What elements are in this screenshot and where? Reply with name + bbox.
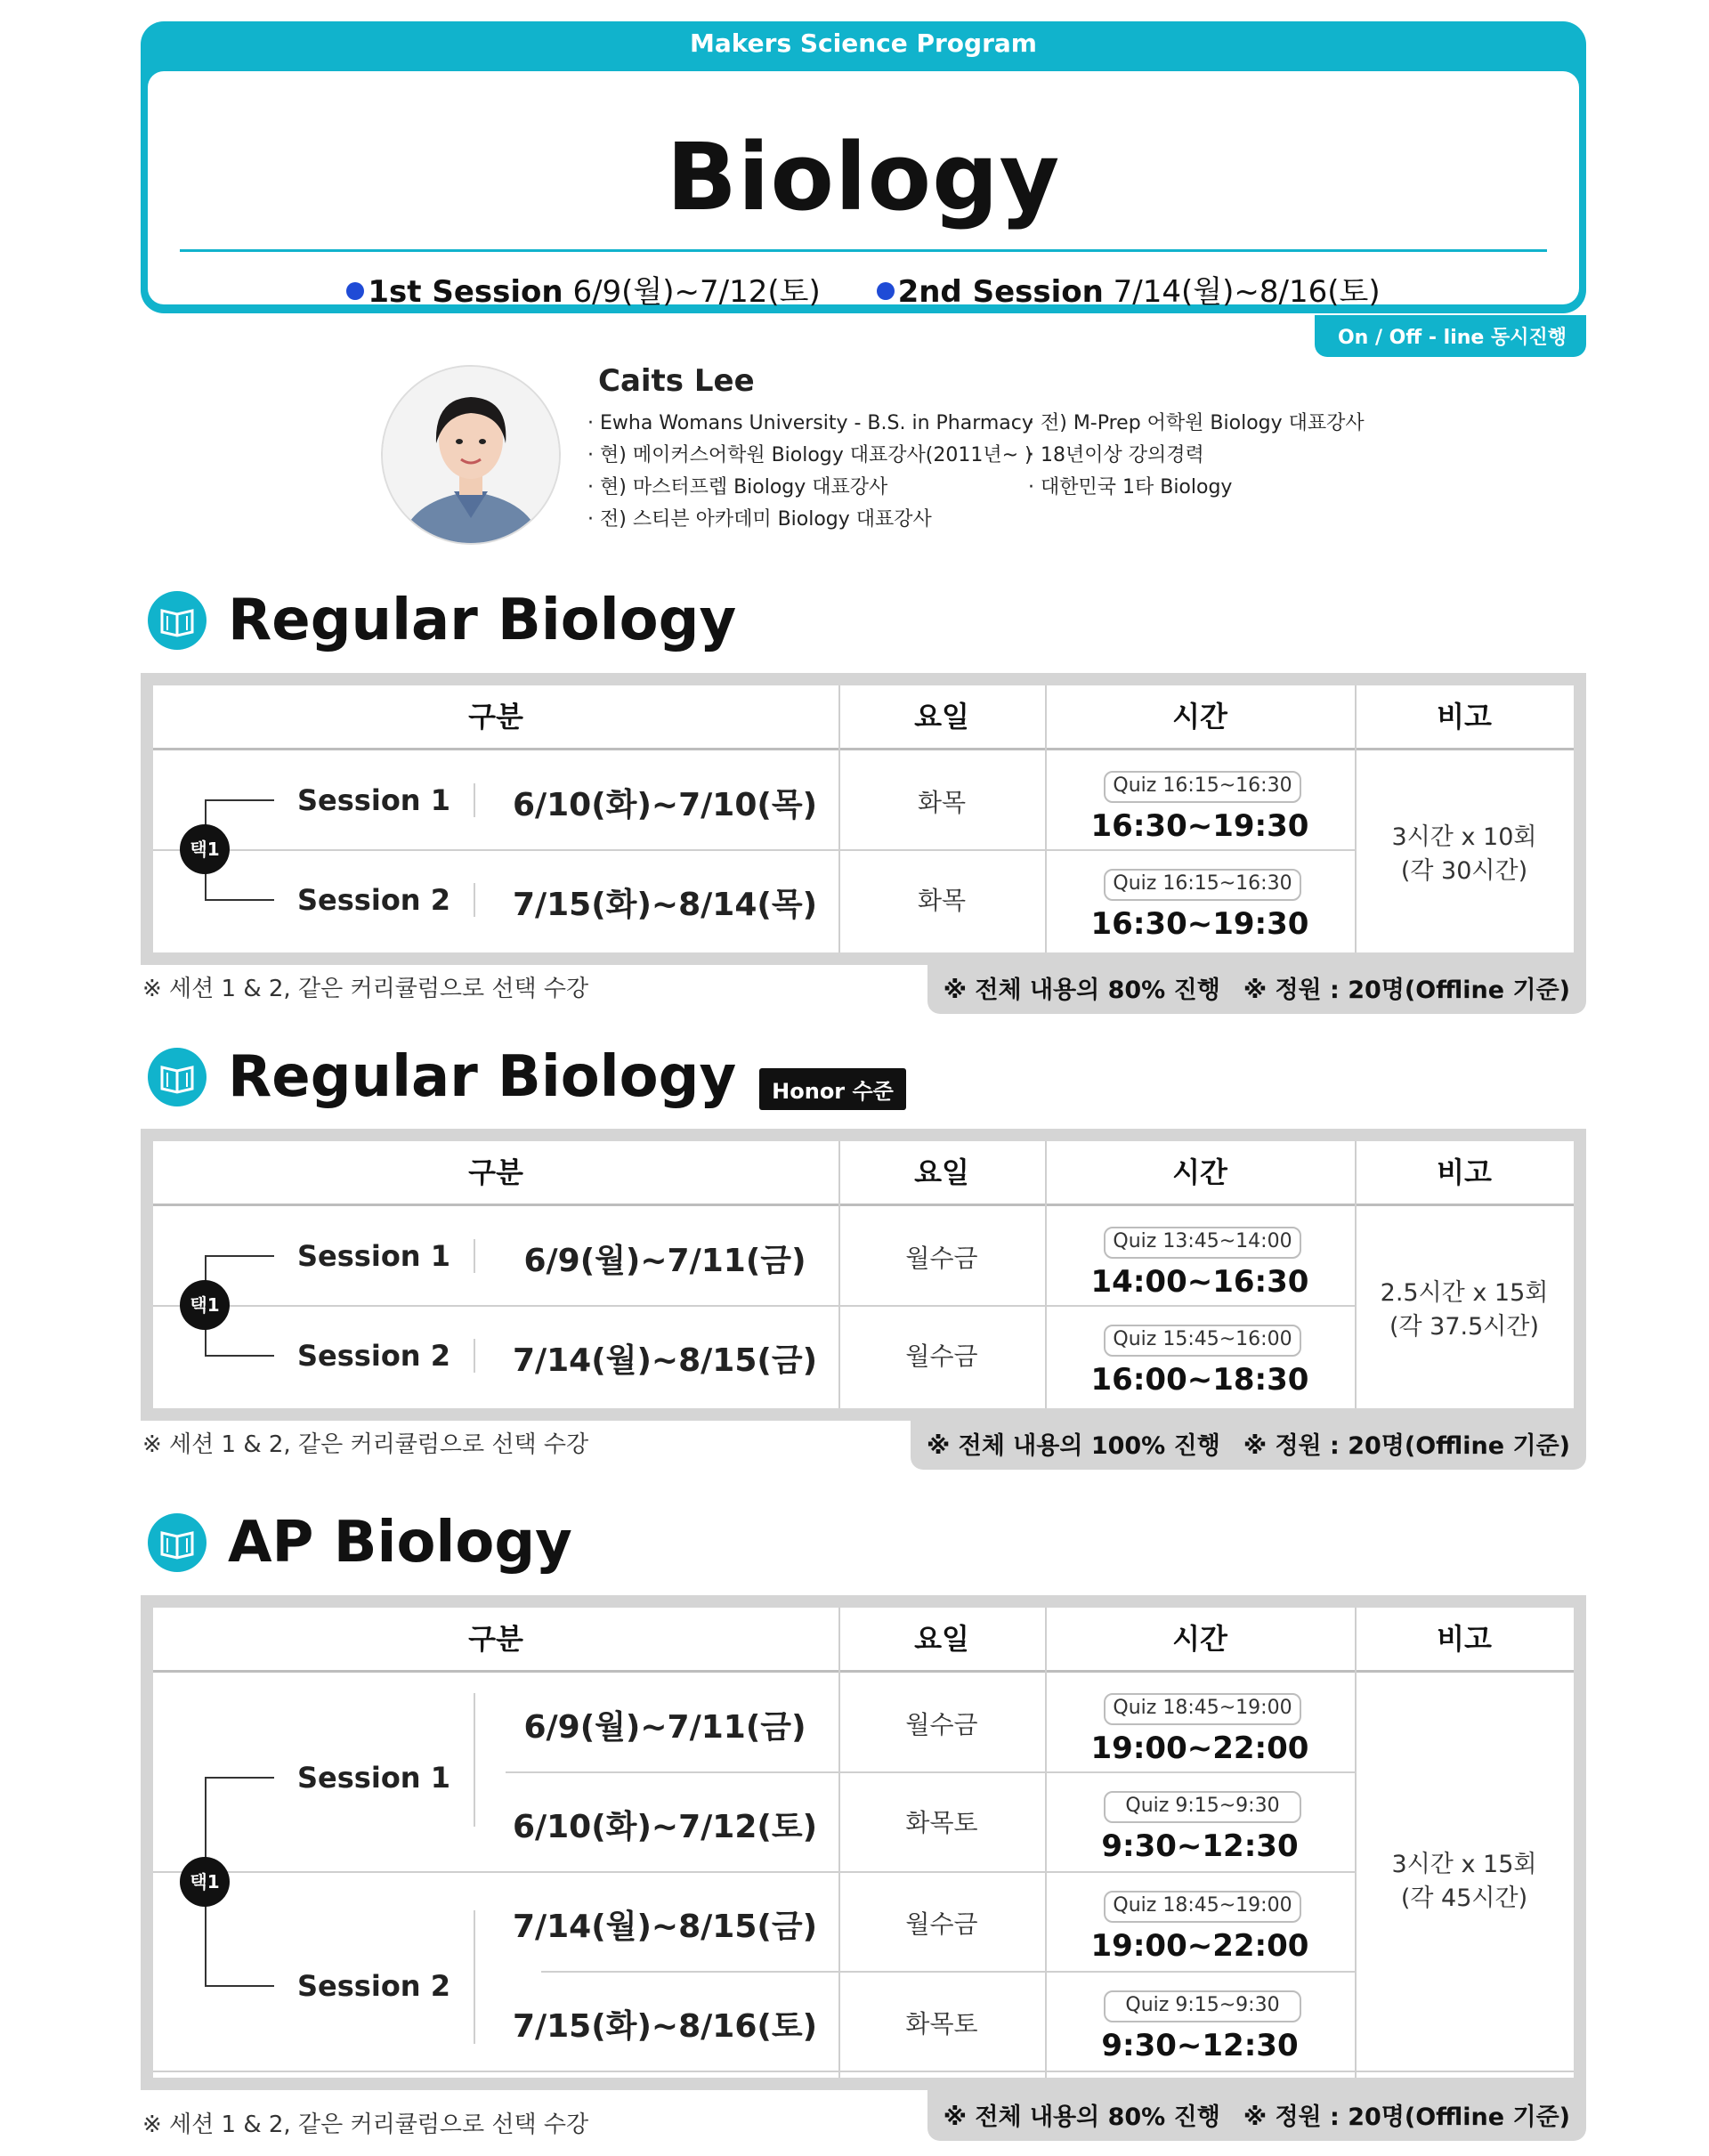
bio-item: · 현) 메이커스어학원 Biology 대표강사(2011년~ ) <box>587 444 1033 466</box>
class-days: 월수금 <box>905 1909 978 1939</box>
class-time: 16:30~19:30 <box>1090 906 1309 942</box>
teacher-bio-right <box>1028 408 1365 504</box>
quiz-time-badge: Quiz 16:15~16:30 <box>1104 869 1301 901</box>
class-days: 월수금 <box>905 1244 978 1273</box>
note-line: 3시간 x 10회 <box>1391 823 1537 851</box>
book-icon <box>148 591 207 650</box>
header-time: 시간 <box>1172 1155 1227 1189</box>
table-footnote: ※ 세션 1 & 2, 같은 커리큘럼으로 선택 수강 <box>142 976 589 1002</box>
header-divider <box>180 249 1547 252</box>
note-line: (각 45시간) <box>1400 1884 1528 1912</box>
class-time: 19:00~22:00 <box>1090 1730 1309 1766</box>
bio-item: · Ewha Womans University - B.S. in Pharmacy <box>587 412 1033 434</box>
teacher-bio-left <box>587 408 1033 536</box>
note-line: 2.5시간 x 15회 <box>1380 1279 1549 1307</box>
note-line: (각 30시간) <box>1400 857 1528 885</box>
mode-tag: On / Off - line 동시진행 <box>1315 315 1586 357</box>
program-label: Makers Science Program <box>690 28 1037 58</box>
pick-one-badge: 택1 <box>180 824 230 874</box>
quiz-time-badge: Quiz 15:45~16:00 <box>1104 1325 1301 1357</box>
class-time: 14:00~16:30 <box>1090 1264 1309 1300</box>
bio-item: · 18년이상 강의경력 <box>1028 444 1204 466</box>
session-label: Session 2 <box>297 1969 450 2003</box>
table-footnote: ※ 세션 1 & 2, 같은 커리큘럼으로 선택 수강 <box>142 1431 589 1458</box>
course-summary <box>927 961 1586 1014</box>
class-time: 19:00~22:00 <box>1090 1928 1309 1964</box>
header-note: 비고 <box>1437 1622 1492 1656</box>
header-note: 비고 <box>1437 1155 1492 1189</box>
session-dates <box>148 267 1579 311</box>
session-label: Session 1 <box>297 783 450 817</box>
header-days: 요일 <box>914 700 969 734</box>
header-panel <box>148 71 1579 310</box>
class-days: 월수금 <box>905 1341 978 1371</box>
header-note: 비고 <box>1437 700 1492 734</box>
class-time: 16:00~18:30 <box>1090 1362 1309 1398</box>
session-1-summary <box>346 267 820 311</box>
section-title-text: AP Biology <box>228 1510 572 1576</box>
class-time: 16:30~19:30 <box>1090 808 1309 844</box>
book-icon <box>148 1048 207 1106</box>
course-note <box>1331 821 1598 888</box>
class-days: 월수금 <box>905 1710 978 1739</box>
honor-level-badge: Honor 수준 <box>759 1068 906 1110</box>
section-title-regular <box>148 588 736 653</box>
honor-schedule-table <box>141 1129 1586 1421</box>
section-title-text: Regular Biology <box>228 1043 737 1110</box>
class-days: 화목토 <box>905 1808 978 1837</box>
session-dates: 6/9(월)~7/11(금) <box>523 1243 806 1279</box>
progress-summary: ※ 전체 내용의 80% 진행 <box>943 977 1220 1004</box>
session-dates: 7/14(월)~8/15(금) <box>512 1342 818 1379</box>
bio-item: · 현) 마스터프렙 Biology 대표강사 <box>587 476 888 498</box>
teacher-avatar <box>381 365 561 545</box>
section-title-text: Regular Biology <box>228 588 737 653</box>
bullet-dot-icon <box>346 282 364 300</box>
teacher-name: Caits Lee <box>598 363 755 399</box>
pick-one-badge: 택1 <box>180 1280 230 1330</box>
note-line: 3시간 x 15회 <box>1391 1851 1537 1878</box>
section-title-ap <box>148 1510 572 1576</box>
session-2-label: 2nd Session <box>897 274 1104 310</box>
ap-schedule-table <box>141 1595 1586 2090</box>
bio-item: · 대한민국 1타 Biology <box>1028 476 1233 498</box>
class-days: 화목 <box>917 788 967 817</box>
capacity-summary: ※ 정원 : 20명(Offline 기준) <box>1243 1432 1570 1460</box>
session-label: Session 1 <box>297 1239 450 1273</box>
quiz-time-badge: Quiz 9:15~9:30 <box>1104 1791 1301 1823</box>
header-days: 요일 <box>914 1155 969 1189</box>
session-dates: 6/10(화)~7/12(토) <box>512 1809 818 1845</box>
section-title-honor <box>148 1043 906 1110</box>
note-line: (각 37.5시간) <box>1389 1313 1539 1341</box>
session-label: Session 2 <box>297 1339 450 1373</box>
session-1-dates: 6/9(월)~7/12(토) <box>572 274 821 310</box>
session-dates: 7/15(화)~8/16(토) <box>512 2008 818 2045</box>
quiz-time-badge: Quiz 18:45~19:00 <box>1104 1693 1301 1725</box>
class-days: 화목토 <box>905 2009 978 2038</box>
book-icon <box>148 1513 207 1572</box>
regular-schedule-table <box>141 673 1586 965</box>
course-summary <box>911 1417 1586 1470</box>
quiz-time-badge: Quiz 18:45~19:00 <box>1104 1891 1301 1923</box>
course-summary <box>927 2088 1586 2141</box>
header-time: 시간 <box>1172 700 1227 734</box>
bio-item: · 전) M-Prep 어학원 Biology 대표강사 <box>1028 412 1365 434</box>
session-dates: 6/9(월)~7/11(금) <box>523 1709 806 1746</box>
session-dates: 6/10(화)~7/10(목) <box>512 787 818 823</box>
header-category: 구분 <box>468 1622 523 1656</box>
session-1-label: 1st Session <box>368 274 563 310</box>
capacity-summary: ※ 정원 : 20명(Offline 기준) <box>1243 2103 1570 2131</box>
teacher-portrait-icon <box>383 367 559 543</box>
quiz-time-badge: Quiz 9:15~9:30 <box>1104 1990 1301 2022</box>
quiz-time-badge: Quiz 13:45~14:00 <box>1104 1227 1301 1259</box>
quiz-time-badge: Quiz 16:15~16:30 <box>1104 771 1301 803</box>
class-time: 9:30~12:30 <box>1101 2028 1299 2063</box>
session-dates: 7/15(화)~8/14(목) <box>512 887 818 923</box>
course-note <box>1331 1277 1598 1344</box>
program-header <box>141 21 1586 349</box>
class-time: 9:30~12:30 <box>1101 1828 1299 1864</box>
header-days: 요일 <box>914 1622 969 1656</box>
pick-one-badge: 택1 <box>180 1857 230 1907</box>
table-footnote: ※ 세션 1 & 2, 같은 커리큘럼으로 선택 수강 <box>142 2111 589 2138</box>
header-category: 구분 <box>468 1155 523 1189</box>
session-label: Session 1 <box>297 1761 450 1795</box>
header-time: 시간 <box>1172 1622 1227 1656</box>
capacity-summary: ※ 정원 : 20명(Offline 기준) <box>1243 977 1570 1004</box>
header-category: 구분 <box>468 700 523 734</box>
progress-summary: ※ 전체 내용의 80% 진행 <box>943 2103 1220 2131</box>
bio-item: · 전) 스티븐 아카데미 Biology 대표강사 <box>587 508 932 531</box>
page-title: Biology <box>666 123 1061 231</box>
progress-summary: ※ 전체 내용의 100% 진행 <box>926 1432 1220 1460</box>
session-2-summary <box>877 267 1381 311</box>
course-note <box>1331 1848 1598 1916</box>
session-label: Session 2 <box>297 883 450 917</box>
session-2-dates: 7/14(월)~8/16(토) <box>1113 274 1381 310</box>
bullet-dot-icon <box>877 282 895 300</box>
session-dates: 7/14(월)~8/15(금) <box>512 1909 818 1945</box>
class-days: 화목 <box>917 886 967 915</box>
